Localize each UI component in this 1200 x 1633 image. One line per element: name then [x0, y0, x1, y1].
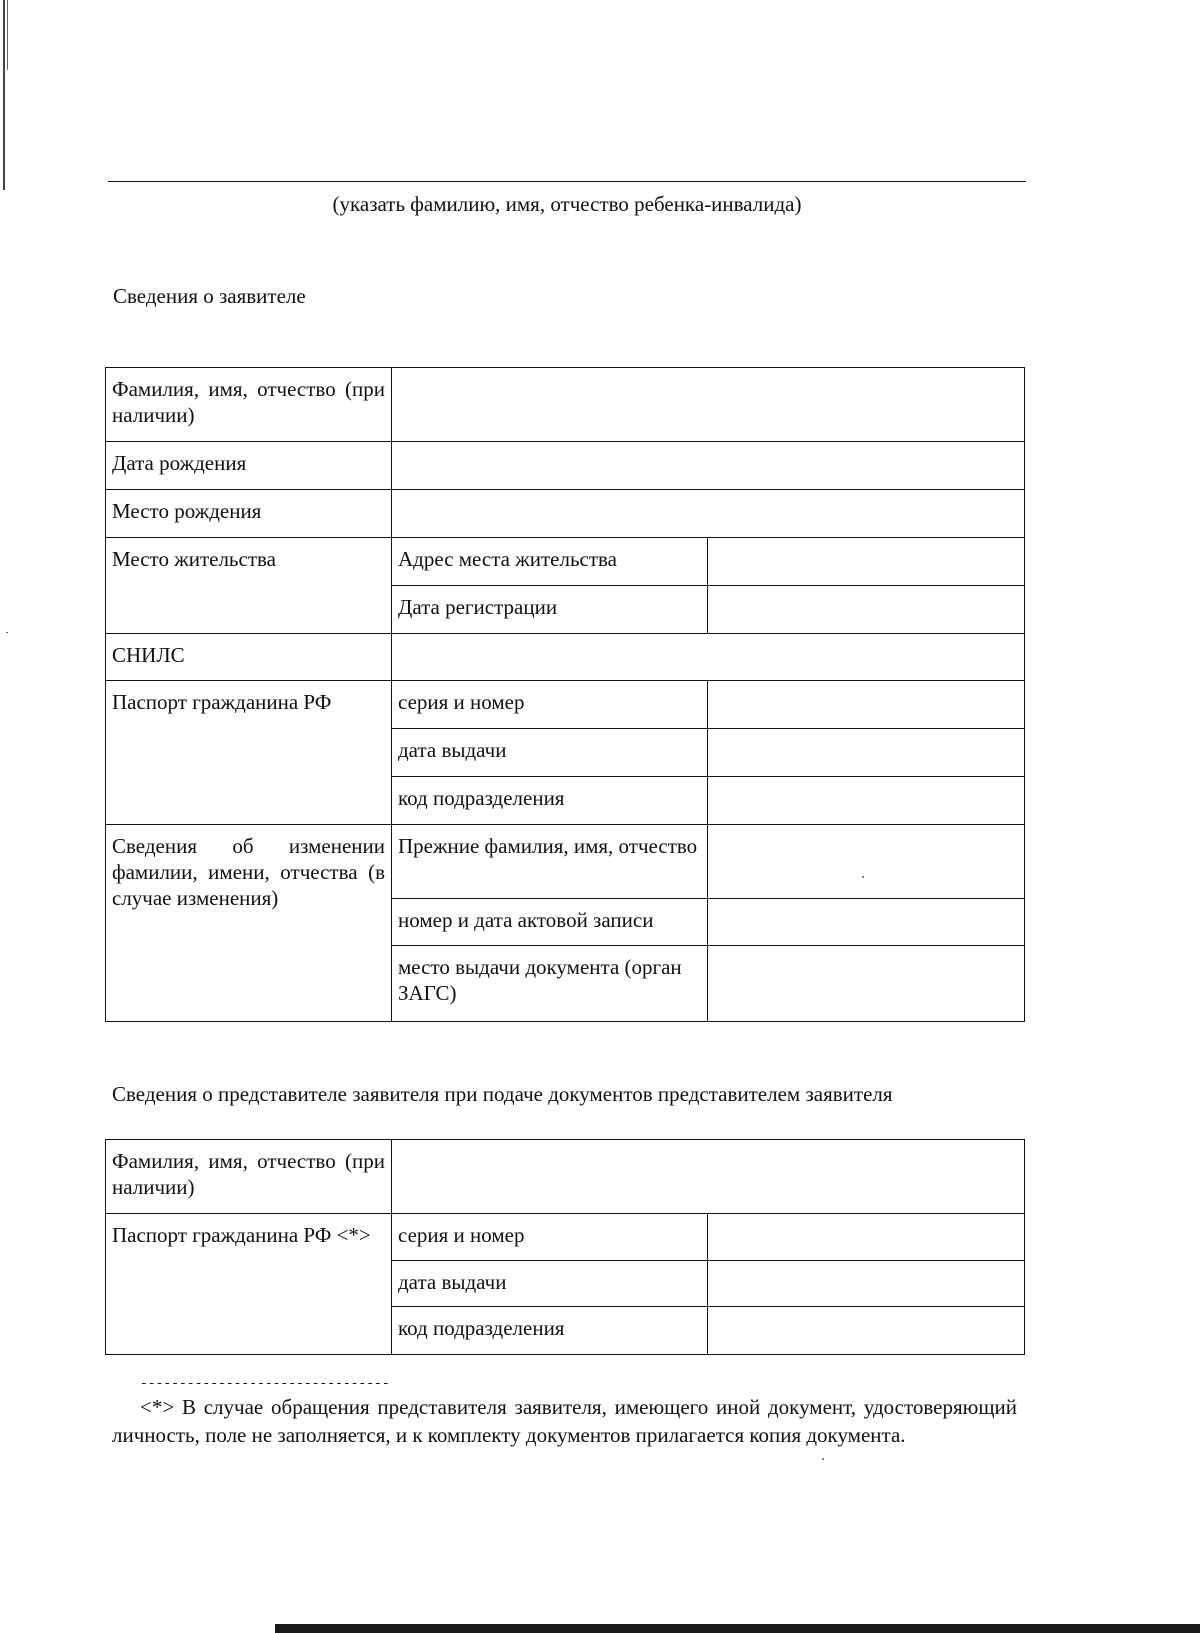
- applicant-record-field[interactable]: [708, 899, 1025, 946]
- applicant-passport-label: Паспорт гражданина РФ: [106, 681, 392, 825]
- applicant-residence-address-label: Адрес места жительства: [392, 538, 708, 586]
- representative-full-name-label: Фамилия, имя, отчество (при наличии): [106, 1140, 392, 1214]
- applicant-issuing-place-field[interactable]: [708, 946, 1025, 1022]
- applicant-name-change-label: Сведения об изменении фамилии, имени, отчества (в случае изменения): [106, 825, 392, 1022]
- table-row: [106, 538, 1025, 586]
- table-row: [106, 681, 1025, 729]
- applicant-residence-address-field[interactable]: [708, 538, 1025, 586]
- applicant-snils-field[interactable]: [392, 634, 1025, 681]
- applicant-issuing-place-label: место выдачи документа (орган ЗАГС): [392, 946, 708, 1022]
- scan-edge-left-thin: [7, 0, 8, 70]
- applicant-previous-name-field[interactable]: [708, 825, 1025, 899]
- applicant-passport-series-label: серия и номер: [392, 681, 708, 729]
- applicant-registration-date-field[interactable]: [708, 586, 1025, 634]
- scan-edge-bottom: [275, 1624, 1200, 1633]
- applicant-previous-name-label: Прежние фамилия, имя, отчество: [392, 825, 708, 899]
- applicant-passport-series-field[interactable]: [708, 681, 1025, 729]
- applicant-full-name-field[interactable]: [392, 368, 1025, 442]
- applicant-birth-date-field[interactable]: [392, 442, 1025, 490]
- applicant-heading: Сведения о заявителе: [113, 284, 306, 308]
- representative-passport-label: Паспорт гражданина РФ <*>: [106, 1214, 392, 1355]
- table-row: [106, 825, 1025, 899]
- scan-edge-left: [3, 0, 5, 190]
- applicant-residence-label: Место жительства: [106, 538, 392, 634]
- representative-table: [105, 1139, 1025, 1355]
- table-row: [106, 490, 1025, 538]
- applicant-snils-label: СНИЛС: [106, 634, 392, 681]
- table-row: [106, 1214, 1025, 1261]
- footnote-separator: --------------------------------: [140, 1376, 390, 1391]
- representative-passport-issue-date-label: дата выдачи: [392, 1261, 708, 1307]
- applicant-record-label: номер и дата актовой записи: [392, 899, 708, 946]
- applicant-passport-issue-date-field[interactable]: [708, 729, 1025, 777]
- representative-full-name-field[interactable]: [392, 1140, 1025, 1214]
- table-row: [106, 442, 1025, 490]
- applicant-birth-place-label: Место рождения: [106, 490, 392, 538]
- table-row: [106, 634, 1025, 681]
- representative-passport-series-label: серия и номер: [392, 1214, 708, 1261]
- scan-speck: [822, 1458, 824, 1460]
- child-name-caption: (указать фамилию, имя, отчество ребенка-инвалида): [332, 192, 802, 216]
- applicant-passport-division-code-field[interactable]: [708, 777, 1025, 825]
- scan-speck: [6, 632, 8, 633]
- representative-heading: Сведения о представителе заявителя при подаче документов представителем заявителя: [112, 1082, 893, 1106]
- applicant-birth-place-field[interactable]: [392, 490, 1025, 538]
- footnote-text: <*> В случае обращения представителя заявителя, имеющего иной документ, удостоверяющий личность, поле не заполняется, и к комплекту документов прилагается копия документа.: [112, 1395, 1017, 1447]
- representative-passport-division-code-label: код подразделения: [392, 1307, 708, 1355]
- applicant-table: [105, 367, 1025, 1022]
- applicant-passport-division-code-label: код подразделения: [392, 777, 708, 825]
- table-row: [106, 368, 1025, 442]
- applicant-full-name-label: Фамилия, имя, отчество (при наличии): [106, 368, 392, 442]
- applicant-birth-date-label: Дата рождения: [106, 442, 392, 490]
- representative-passport-issue-date-field[interactable]: [708, 1261, 1025, 1307]
- applicant-registration-date-label: Дата регистрации: [392, 586, 708, 634]
- representative-passport-series-field[interactable]: [708, 1214, 1025, 1261]
- child-name-line: [108, 181, 1026, 182]
- representative-passport-division-code-field[interactable]: [708, 1307, 1025, 1355]
- applicant-passport-issue-date-label: дата выдачи: [392, 729, 708, 777]
- table-row: [106, 1140, 1025, 1214]
